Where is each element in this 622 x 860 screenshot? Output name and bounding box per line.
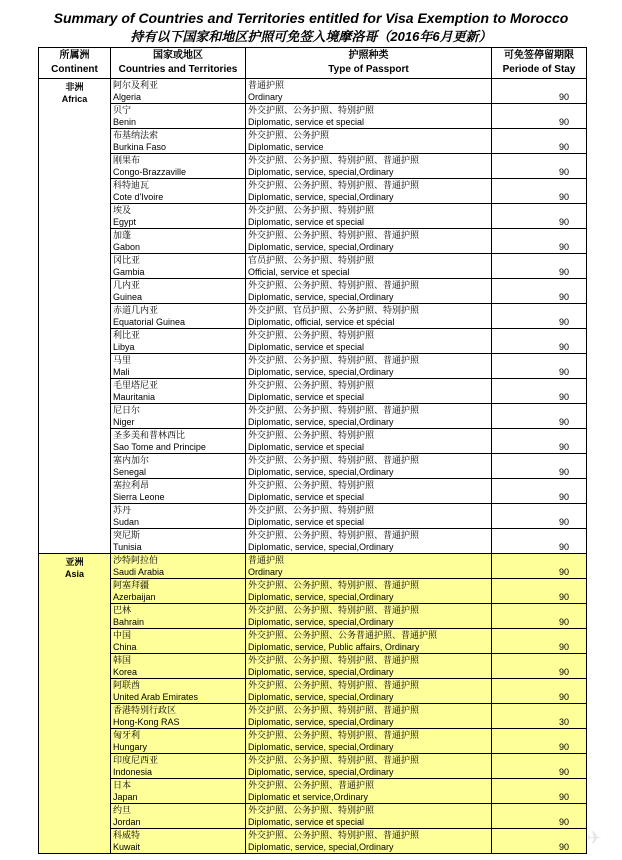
stay-days: 90 xyxy=(492,304,587,329)
country-name-zh: 贝宁 xyxy=(113,105,132,115)
country-cell xyxy=(111,429,246,454)
table-row xyxy=(39,554,587,579)
country-cell xyxy=(111,804,246,829)
passport-type-en: Diplomatic, service, special,Ordinary xyxy=(248,617,394,627)
header-country-en: Countries and Territories xyxy=(118,64,238,75)
country-cell xyxy=(111,304,246,329)
passport-type-zh: 外交护照、官员护照、公务护照、特别护照 xyxy=(248,305,420,315)
table-row xyxy=(39,79,587,104)
country-cell xyxy=(111,279,246,304)
passport-cell xyxy=(246,354,492,379)
country-cell xyxy=(111,129,246,154)
table-row xyxy=(39,604,587,629)
table-row xyxy=(39,154,587,179)
passport-cell xyxy=(246,279,492,304)
passport-cell xyxy=(246,204,492,229)
stay-days: 90 xyxy=(492,104,587,129)
stay-days: 90 xyxy=(492,379,587,404)
country-name-zh: 苏丹 xyxy=(113,505,132,515)
passport-type-en: Diplomatic, service, special,Ordinary xyxy=(248,367,394,377)
country-cell xyxy=(111,829,246,854)
passport-type-en: Diplomatic, service, special,Ordinary xyxy=(248,767,394,777)
country-cell xyxy=(111,329,246,354)
table-row xyxy=(39,479,587,504)
continent-cell-africa xyxy=(39,79,111,554)
passport-type-en: Diplomatic, service, special,Ordinary xyxy=(248,292,394,302)
stay-days: 90 xyxy=(492,454,587,479)
country-name-zh: 印度尼西亚 xyxy=(113,755,159,765)
table-row xyxy=(39,379,587,404)
passport-cell xyxy=(246,79,492,104)
stay-days: 90 xyxy=(492,354,587,379)
stay-days: 90 xyxy=(492,779,587,804)
stay-days: 90 xyxy=(492,604,587,629)
country-name-en: Egypt xyxy=(113,217,137,227)
country-name-zh: 约旦 xyxy=(113,805,132,815)
stay-days: 90 xyxy=(492,829,587,854)
passport-type-en: Diplomatic, service et special xyxy=(248,117,365,127)
table-row xyxy=(39,279,587,304)
passport-type-zh: 外交护照、公务护照、特别护照、普通护照 xyxy=(248,180,420,190)
passport-type-en: Ordinary xyxy=(248,567,283,577)
country-cell xyxy=(111,379,246,404)
passport-type-zh: 外交护照、公务护照 xyxy=(248,130,330,140)
passport-type-zh: 外交护照、公务护照、特别护照、普通护照 xyxy=(248,705,420,715)
header-stay-zh: 可免签停留期限 xyxy=(504,50,574,61)
stay-days: 90 xyxy=(492,129,587,154)
country-name-en: Sierra Leone xyxy=(113,492,165,502)
passport-type-en: Ordinary xyxy=(248,92,283,102)
passport-cell xyxy=(246,629,492,654)
passport-cell xyxy=(246,404,492,429)
passport-type-en: Diplomatic, service et special xyxy=(248,492,365,502)
passport-type-en: Diplomatic, service, special,Ordinary xyxy=(248,467,394,477)
country-name-zh: 刚果布 xyxy=(113,155,141,165)
stay-days: 90 xyxy=(492,679,587,704)
stay-days: 90 xyxy=(492,404,587,429)
country-name-en: Sao Tome and Principe xyxy=(113,442,206,452)
country-cell xyxy=(111,179,246,204)
stay-days: 30 xyxy=(492,704,587,729)
country-name-en: Korea xyxy=(113,667,138,677)
country-name-zh: 赤道几内亚 xyxy=(113,305,159,315)
passport-cell xyxy=(246,154,492,179)
passport-cell xyxy=(246,779,492,804)
passport-type-zh: 外交护照、公务护照、普通护照 xyxy=(248,780,375,790)
country-cell xyxy=(111,729,246,754)
table-row xyxy=(39,579,587,604)
country-name-en: Niger xyxy=(113,417,135,427)
passport-type-zh: 外交护照、公务护照、特别护照 xyxy=(248,805,375,815)
passport-type-en: Diplomatic, service et special xyxy=(248,517,365,527)
document-title: Summary of Countries and Territories entitled for Visa Exemption to Morocco xyxy=(53,10,569,26)
passport-type-en: Official, service et special xyxy=(248,267,350,277)
passport-type-zh: 外交护照、公务护照、特别护照、普通护照 xyxy=(248,655,420,665)
passport-type-en: Diplomatic, service, special,Ordinary xyxy=(248,667,394,677)
country-name-en: Hungary xyxy=(113,742,148,752)
passport-type-en: Diplomatic, service, special,Ordinary xyxy=(248,842,394,852)
passport-type-en: Diplomatic, service, special,Ordinary xyxy=(248,692,394,702)
country-cell xyxy=(111,704,246,729)
country-name-en: Azerbaijan xyxy=(113,592,156,602)
passport-cell xyxy=(246,254,492,279)
header-country xyxy=(111,48,246,79)
passport-cell xyxy=(246,329,492,354)
visa-exemption-table xyxy=(38,47,587,854)
passport-type-en: Diplomatic, service xyxy=(248,142,324,152)
watermark-logo: ✈ xyxy=(586,828,602,848)
table-header-row xyxy=(39,48,587,79)
country-name-zh: 巴林 xyxy=(113,605,132,615)
country-cell xyxy=(111,554,246,579)
passport-type-zh: 普通护照 xyxy=(248,80,285,90)
table-row xyxy=(39,179,587,204)
passport-type-zh: 外交护照、公务护照、特别护照、普通护照 xyxy=(248,355,420,365)
passport-cell xyxy=(246,229,492,254)
table-row xyxy=(39,429,587,454)
passport-cell xyxy=(246,754,492,779)
header-stay-en: Periode of Stay xyxy=(502,64,576,75)
table-row xyxy=(39,629,587,654)
country-cell xyxy=(111,104,246,129)
country-cell xyxy=(111,654,246,679)
country-name-en: Libya xyxy=(113,342,135,352)
passport-cell xyxy=(246,454,492,479)
country-name-zh: 塞拉利昂 xyxy=(113,480,150,490)
passport-type-zh: 外交护照、公务护照、特别护照、普通护照 xyxy=(248,155,420,165)
passport-type-zh: 外交护照、公务护照、公务普通护照、普通护照 xyxy=(248,630,438,640)
passport-cell xyxy=(246,829,492,854)
table-row xyxy=(39,204,587,229)
stay-days: 90 xyxy=(492,229,587,254)
passport-cell xyxy=(246,704,492,729)
document-subtitle: 持有以下国家和地区护照可免签入境摩洛哥（2016年6月更新） xyxy=(130,29,492,44)
table-row xyxy=(39,779,587,804)
country-name-en: Senegal xyxy=(113,467,147,477)
stay-days: 90 xyxy=(492,79,587,104)
continent-zh: 非洲 xyxy=(65,82,84,92)
passport-type-en: Diplomatic, service, Public affairs, Ordinary xyxy=(248,642,420,652)
stay-days: 90 xyxy=(492,579,587,604)
country-name-zh: 毛里塔尼亚 xyxy=(113,380,159,390)
country-cell xyxy=(111,604,246,629)
passport-cell xyxy=(246,504,492,529)
country-name-zh: 匈牙利 xyxy=(113,730,141,740)
country-cell xyxy=(111,154,246,179)
passport-cell xyxy=(246,729,492,754)
passport-type-zh: 外交护照、公务护照、特别护照、普通护照 xyxy=(248,530,420,540)
continent-en: Asia xyxy=(64,569,84,579)
passport-type-en: Diplomatic, service et special xyxy=(248,217,365,227)
header-passport xyxy=(246,48,492,79)
passport-type-zh: 普通护照 xyxy=(248,555,285,565)
country-name-en: Japan xyxy=(113,792,138,802)
country-name-en: Gabon xyxy=(113,242,141,252)
passport-type-en: Diplomatic, service, special,Ordinary xyxy=(248,417,394,427)
table-row xyxy=(39,804,587,829)
stay-days: 90 xyxy=(492,529,587,554)
passport-cell xyxy=(246,529,492,554)
table-row xyxy=(39,354,587,379)
passport-cell xyxy=(246,304,492,329)
country-name-zh: 香港特别行政区 xyxy=(113,705,177,715)
country-name-en: Hong-Kong RAS xyxy=(113,717,180,727)
passport-type-en: Diplomatic, service, special,Ordinary xyxy=(248,717,394,727)
continent-en: Africa xyxy=(61,94,88,104)
country-name-zh: 冈比亚 xyxy=(113,255,141,265)
country-name-zh: 阿联酋 xyxy=(113,680,141,690)
country-name-zh: 利比亚 xyxy=(113,330,141,340)
table-row xyxy=(39,754,587,779)
table-row xyxy=(39,329,587,354)
table-row xyxy=(39,829,587,854)
passport-type-zh: 外交护照、公务护照、特别护照、普通护照 xyxy=(248,605,420,615)
passport-type-zh: 外交护照、公务护照、特别护照 xyxy=(248,330,375,340)
passport-type-en: Diplomatic, service, special,Ordinary xyxy=(248,592,394,602)
passport-cell xyxy=(246,804,492,829)
table-row xyxy=(39,679,587,704)
country-cell xyxy=(111,354,246,379)
passport-cell xyxy=(246,604,492,629)
passport-type-en: Diplomatic, service, special,Ordinary xyxy=(248,742,394,752)
country-name-zh: 塞内加尔 xyxy=(113,455,150,465)
passport-type-en: Diplomatic, service, special,Ordinary xyxy=(248,192,394,202)
table-row xyxy=(39,129,587,154)
passport-type-en: Diplomatic, service et special xyxy=(248,817,365,827)
country-name-en: Congo-Brazzaville xyxy=(113,167,187,177)
country-cell xyxy=(111,204,246,229)
table-row xyxy=(39,304,587,329)
passport-cell xyxy=(246,554,492,579)
country-name-en: Tunisia xyxy=(113,542,142,552)
table-row xyxy=(39,529,587,554)
table-row xyxy=(39,654,587,679)
passport-type-zh: 外交护照、公务护照、特别护照、普通护照 xyxy=(248,230,420,240)
passport-cell xyxy=(246,654,492,679)
country-cell xyxy=(111,754,246,779)
stay-days: 90 xyxy=(492,479,587,504)
passport-type-en: Diplomatic, official, service et spécial xyxy=(248,317,395,327)
country-name-zh: 圣多美和普林西比 xyxy=(113,430,186,440)
country-name-en: Algeria xyxy=(113,92,142,102)
passport-type-zh: 外交护照、公务护照、特别护照、普通护照 xyxy=(248,680,420,690)
country-name-zh: 加蓬 xyxy=(113,230,132,240)
header-continent-en: Continent xyxy=(51,64,98,75)
country-cell xyxy=(111,579,246,604)
table-row xyxy=(39,454,587,479)
country-name-zh: 几内亚 xyxy=(113,280,141,290)
passport-cell xyxy=(246,104,492,129)
passport-type-en: Diplomatic, service, special,Ordinary xyxy=(248,167,394,177)
stay-days: 90 xyxy=(492,254,587,279)
country-name-en: Saudi Arabia xyxy=(113,567,165,577)
passport-type-zh: 官员护照、公务护照、特别护照 xyxy=(248,255,375,265)
country-name-zh: 日本 xyxy=(113,780,132,790)
country-name-zh: 阿塞拜疆 xyxy=(113,580,150,590)
country-name-en: China xyxy=(113,642,137,652)
country-name-zh: 尼日尔 xyxy=(113,405,141,415)
continent-zh: 亚洲 xyxy=(65,557,84,567)
country-name-en: Kuwait xyxy=(113,842,141,852)
country-name-zh: 埃及 xyxy=(113,205,132,215)
stay-days: 90 xyxy=(492,729,587,754)
passport-type-zh: 外交护照、公务护照、特别护照、普通护照 xyxy=(248,830,420,840)
country-name-zh: 布基纳法索 xyxy=(113,130,159,140)
passport-type-zh: 外交护照、公务护照、特别护照 xyxy=(248,105,375,115)
passport-type-en: Diplomatic et service,Ordinary xyxy=(248,792,369,802)
country-name-zh: 突尼斯 xyxy=(113,530,141,540)
stay-days: 90 xyxy=(492,429,587,454)
country-cell xyxy=(111,629,246,654)
table-row xyxy=(39,404,587,429)
passport-type-zh: 外交护照、公务护照、特别护照 xyxy=(248,480,375,490)
passport-type-zh: 外交护照、公务护照、特别护照 xyxy=(248,430,375,440)
passport-type-en: Diplomatic, service, special,Ordinary xyxy=(248,242,394,252)
stay-days: 90 xyxy=(492,154,587,179)
country-cell xyxy=(111,679,246,704)
country-name-zh: 中国 xyxy=(113,630,132,640)
country-name-en: Benin xyxy=(113,117,137,127)
table-row xyxy=(39,704,587,729)
country-name-zh: 科威特 xyxy=(113,830,141,840)
header-passport-en: Type of Passport xyxy=(328,64,409,75)
table-row xyxy=(39,729,587,754)
passport-type-zh: 外交护照、公务护照、特别护照、普通护照 xyxy=(248,755,420,765)
table-row xyxy=(39,254,587,279)
country-name-en: Gambia xyxy=(113,267,145,277)
country-cell xyxy=(111,404,246,429)
stay-days: 90 xyxy=(492,279,587,304)
stay-days: 90 xyxy=(492,629,587,654)
passport-type-zh: 外交护照、公务护照、特别护照 xyxy=(248,505,375,515)
passport-cell xyxy=(246,479,492,504)
passport-type-zh: 外交护照、公务护照、特别护照 xyxy=(248,205,375,215)
country-name-zh: 沙特阿拉伯 xyxy=(113,555,159,565)
table-row xyxy=(39,504,587,529)
continent-cell-asia xyxy=(39,554,111,854)
passport-type-en: Diplomatic, service et special xyxy=(248,342,365,352)
passport-type-en: Diplomatic, service et special xyxy=(248,442,365,452)
passport-cell xyxy=(246,579,492,604)
country-name-en: Guinea xyxy=(113,292,143,302)
country-name-en: Jordan xyxy=(113,817,141,827)
country-name-en: United Arab Emirates xyxy=(113,692,199,702)
country-name-en: Sudan xyxy=(113,517,140,527)
passport-cell xyxy=(246,429,492,454)
passport-type-zh: 外交护照、公务护照、特别护照、普通护照 xyxy=(248,280,420,290)
country-cell xyxy=(111,479,246,504)
country-cell xyxy=(111,254,246,279)
passport-cell xyxy=(246,179,492,204)
passport-type-en: Diplomatic, service et special xyxy=(248,392,365,402)
stay-days: 90 xyxy=(492,179,587,204)
country-cell xyxy=(111,229,246,254)
passport-type-zh: 外交护照、公务护照、特别护照 xyxy=(248,380,375,390)
country-name-zh: 韩国 xyxy=(113,655,132,665)
stay-days: 90 xyxy=(492,654,587,679)
header-continent-zh: 所属洲 xyxy=(59,50,90,61)
table-row xyxy=(39,104,587,129)
header-stay xyxy=(492,48,587,79)
passport-type-zh: 外交护照、公务护照、特别护照、普通护照 xyxy=(248,580,420,590)
passport-type-en: Diplomatic, service, special,Ordinary xyxy=(248,542,394,552)
passport-type-zh: 外交护照、公务护照、特别护照、普通护照 xyxy=(248,730,420,740)
country-name-en: Equatorial Guinea xyxy=(113,317,186,327)
passport-type-zh: 外交护照、公务护照、特别护照、普通护照 xyxy=(248,405,420,415)
stay-days: 90 xyxy=(492,204,587,229)
stay-days: 90 xyxy=(492,754,587,779)
passport-cell xyxy=(246,129,492,154)
country-name-zh: 马里 xyxy=(113,355,132,365)
country-cell xyxy=(111,454,246,479)
country-name-en: Burkina Faso xyxy=(113,142,167,152)
country-name-en: Indonesia xyxy=(113,767,153,777)
country-cell xyxy=(111,79,246,104)
stay-days: 90 xyxy=(492,804,587,829)
table-row xyxy=(39,229,587,254)
country-name-zh: 科特迪瓦 xyxy=(113,180,150,190)
stay-days: 90 xyxy=(492,504,587,529)
country-name-en: Mauritania xyxy=(113,392,156,402)
header-continent xyxy=(39,48,111,79)
passport-cell xyxy=(246,379,492,404)
country-name-en: Bahrain xyxy=(113,617,145,627)
country-cell xyxy=(111,779,246,804)
passport-cell xyxy=(246,679,492,704)
country-name-zh: 阿尔及利亚 xyxy=(113,80,159,90)
header-passport-zh: 护照种类 xyxy=(348,50,389,61)
country-cell xyxy=(111,504,246,529)
country-cell xyxy=(111,529,246,554)
passport-type-zh: 外交护照、公务护照、特别护照、普通护照 xyxy=(248,455,420,465)
stay-days: 90 xyxy=(492,329,587,354)
header-country-zh: 国家或地区 xyxy=(153,50,203,61)
stay-days: 90 xyxy=(492,554,587,579)
country-name-en: Cote d'Ivoire xyxy=(113,192,164,202)
country-name-en: Mali xyxy=(113,367,130,377)
